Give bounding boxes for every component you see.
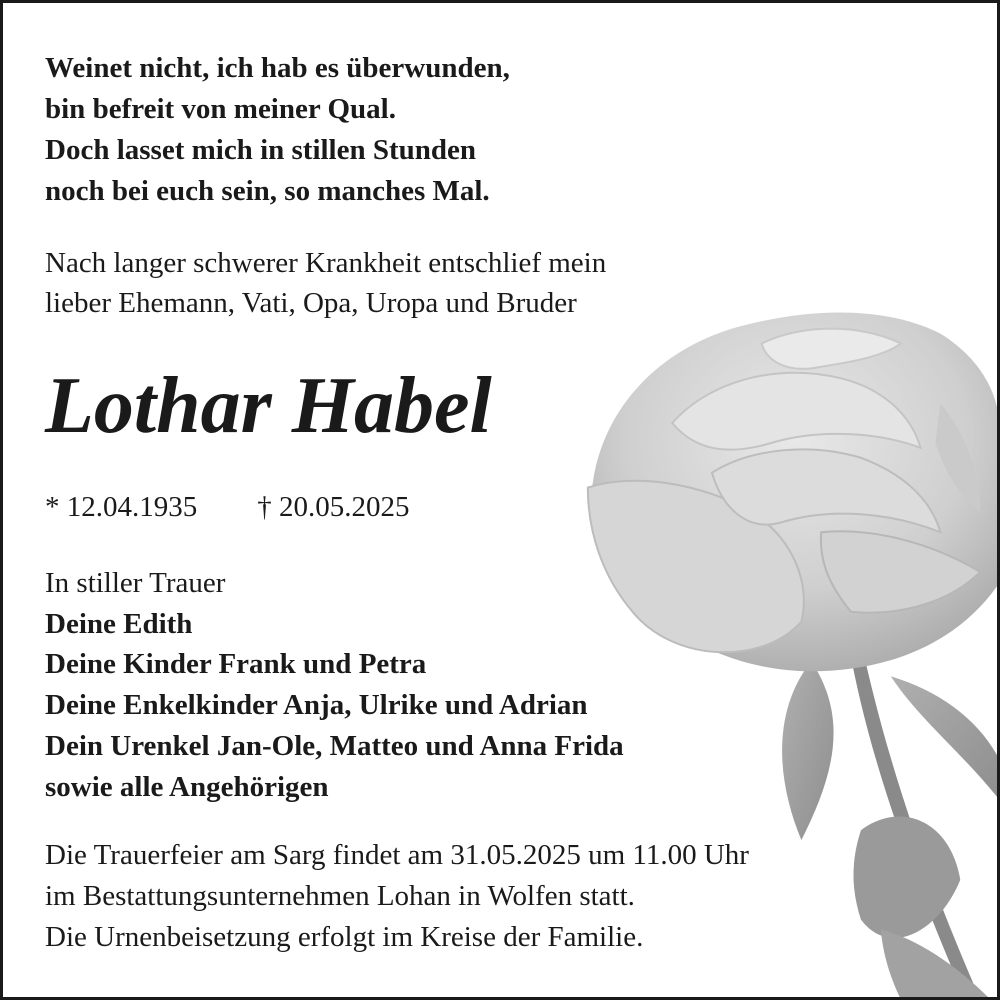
mourners-heading: In stiller Trauer: [45, 567, 226, 599]
life-dates: [45, 487, 410, 527]
ceremony-info: [45, 835, 749, 958]
ceremony-line: Die Urnenbeisetzung erfolgt im Kreise der Familie.: [45, 921, 644, 953]
mourner-name: sowie alle Angehörigen: [45, 770, 329, 803]
mourners-list: [45, 563, 624, 807]
poem-verse: [45, 48, 510, 212]
notice-content: [3, 3, 1000, 1000]
birth-date: * 12.04.1935: [45, 491, 198, 523]
mourner-name: Dein Urenkel Jan-Ole, Matteo und Anna Frida: [45, 729, 624, 762]
ceremony-line: im Bestattungsunternehmen Lohan in Wolfen statt.: [45, 880, 635, 912]
mourner-name: Deine Edith: [45, 607, 193, 640]
announcement-line: Nach langer schwerer Krankheit entschlief mein: [45, 247, 607, 279]
announcement-line: lieber Ehemann, Vati, Opa, Uropa und Bruder: [45, 287, 577, 319]
poem-line: Weinet nicht, ich hab es überwunden,: [45, 52, 510, 84]
ceremony-line: Die Trauerfeier am Sarg findet am 31.05.2025 um 11.00 Uhr: [45, 839, 749, 871]
poem-line: bin befreit von meiner Qual.: [45, 93, 396, 125]
death-date: † 20.05.2025: [257, 491, 410, 523]
mourner-name: Deine Enkelkinder Anja, Ulrike und Adrian: [45, 689, 588, 722]
mourner-name: Deine Kinder Frank und Petra: [45, 648, 427, 681]
deceased-name: Lothar Habel: [45, 362, 492, 450]
announcement-text: [45, 243, 606, 323]
poem-line: Doch lasset mich in stillen Stunden: [45, 134, 477, 166]
poem-line: noch bei euch sein, so manches Mal.: [45, 175, 490, 207]
